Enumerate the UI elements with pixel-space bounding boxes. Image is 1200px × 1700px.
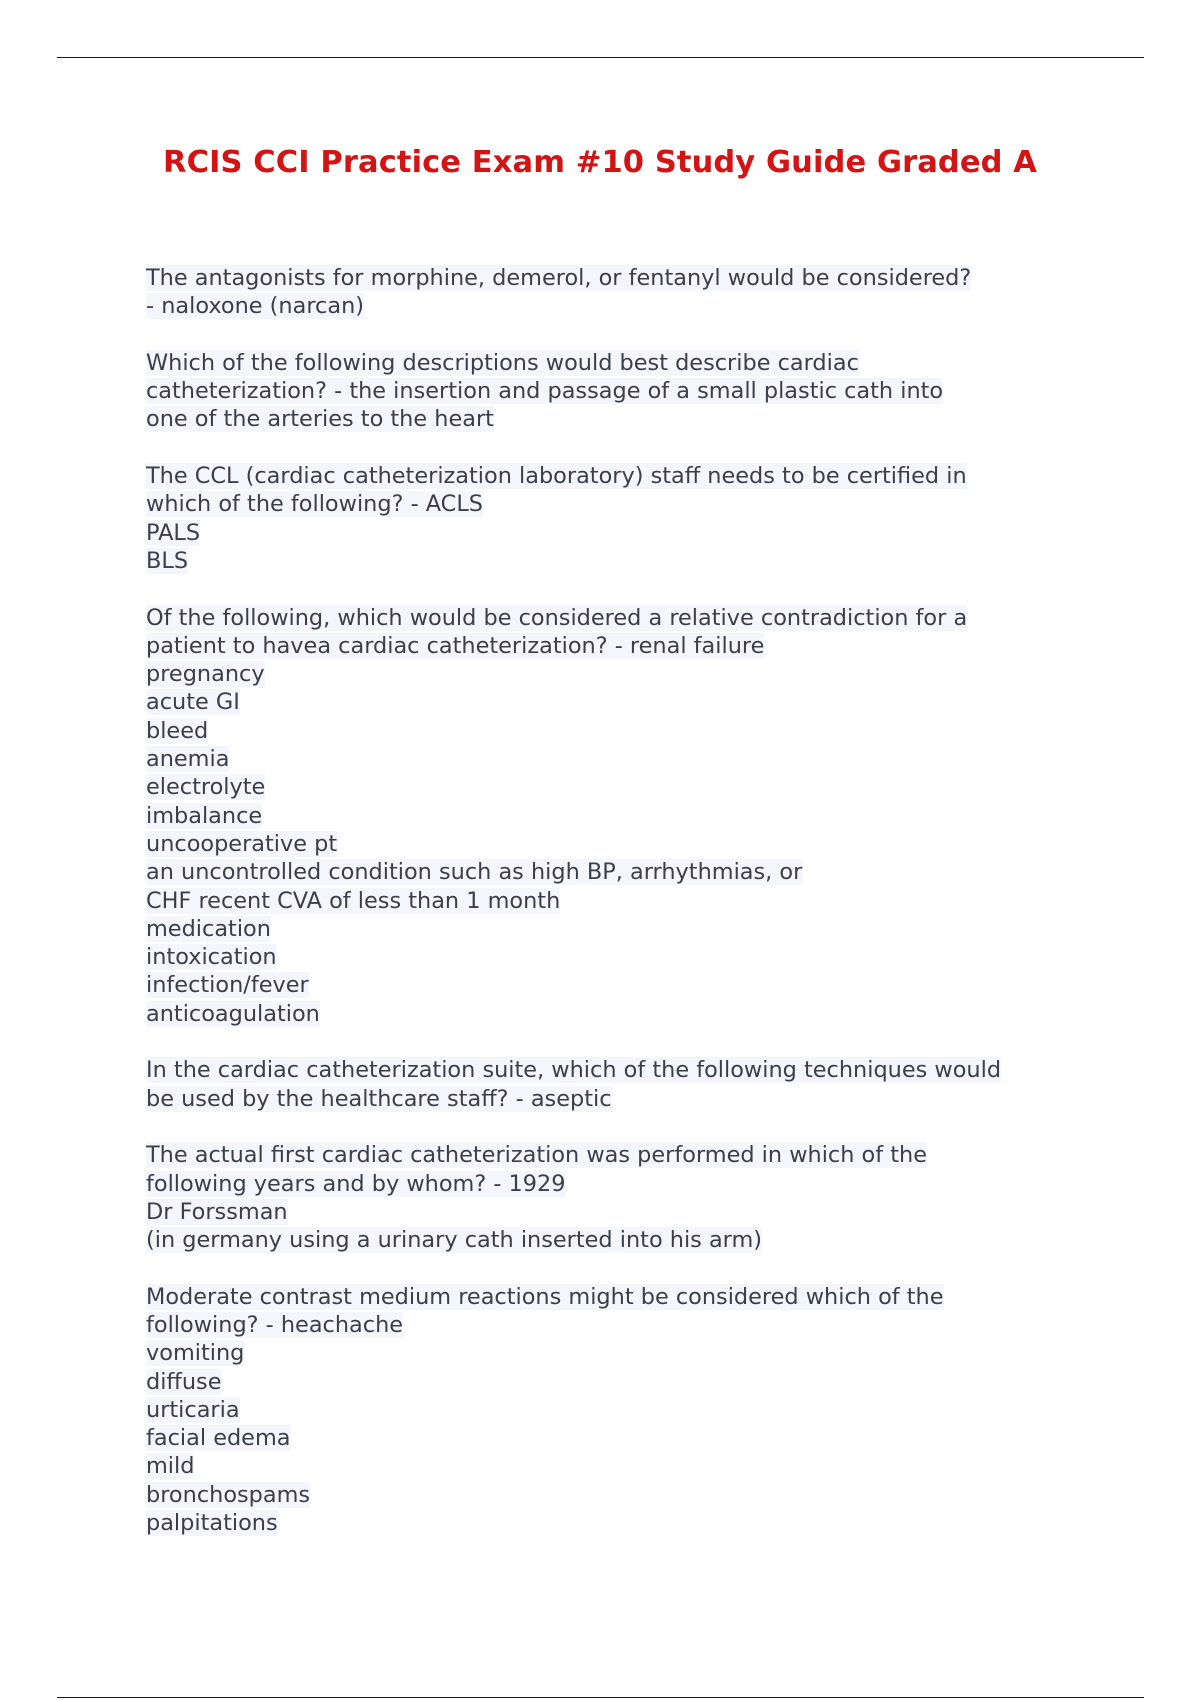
qa-line: (in germany using a urinary cath inserted into his arm) — [146, 1227, 763, 1254]
qa-line: - naloxone (narcan) — [146, 293, 365, 320]
qa-line: bronchospams — [146, 1481, 311, 1508]
qa-item-5 — [146, 1056, 1146, 1113]
qa-line: vomiting — [146, 1340, 245, 1367]
qa-line: Moderate contrast medium reactions might be considered which of the — [146, 1283, 944, 1310]
qa-line: intoxication — [146, 944, 277, 971]
qa-line: pregnancy — [146, 661, 265, 688]
qa-line: following? - heachache — [146, 1311, 404, 1338]
qa-line: anemia — [146, 746, 230, 773]
qa-line: Dr Forssman — [146, 1198, 288, 1225]
qa-line: anticoagulation — [146, 1000, 320, 1027]
qa-line: patient to havea cardiac catheterization? - renal failure — [146, 632, 765, 659]
qa-line: one of the arteries to the heart — [146, 406, 494, 433]
qa-item-4 — [146, 604, 1146, 1028]
qa-line: The actual first cardiac catheterization was performed in which of the — [146, 1142, 927, 1169]
qa-line: The antagonists for morphine, demerol, or fentanyl would be considered? — [146, 265, 972, 291]
qa-line: BLS — [146, 547, 189, 574]
top-rule — [57, 57, 1144, 58]
qa-line: Of the following, which would be considered a relative contradiction for a — [146, 604, 968, 631]
qa-line: CHF recent CVA of less than 1 month — [146, 887, 561, 914]
qa-line: The CCL (cardiac catheterization laboratory) staff needs to be certified in — [146, 463, 967, 490]
qa-line: uncooperative pt — [146, 830, 338, 857]
document-title: RCIS CCI Practice Exam #10 Study Guide Graded A — [163, 145, 1037, 180]
qa-line: In the cardiac catheterization suite, which of the following techniques would — [146, 1057, 1002, 1084]
qa-line: infection/fever — [146, 972, 309, 999]
qa-line: Which of the following descriptions would best describe cardiac — [146, 349, 859, 376]
qa-line: mild — [146, 1453, 195, 1480]
qa-item-2 — [146, 349, 1146, 434]
qa-item-3 — [146, 462, 1146, 575]
qa-list — [146, 264, 1146, 1566]
qa-item-6 — [146, 1141, 1146, 1254]
qa-line: bleed — [146, 717, 209, 744]
qa-line: be used by the healthcare staff? - aseptic — [146, 1085, 612, 1112]
qa-line: an uncontrolled condition such as high BP, arrhythmias, or — [146, 859, 803, 886]
qa-line: catheterization? - the insertion and passage of a small plastic cath into — [146, 378, 944, 405]
qa-line: PALS — [146, 519, 201, 546]
qa-line: medication — [146, 915, 271, 942]
qa-line: imbalance — [146, 802, 263, 829]
qa-line: facial edema — [146, 1425, 291, 1452]
qa-line: palpitations — [146, 1510, 278, 1537]
qa-line: urticaria — [146, 1396, 240, 1423]
bottom-rule — [57, 1697, 1144, 1698]
qa-line: acute GI — [146, 689, 240, 716]
qa-item-1 — [146, 264, 1146, 321]
qa-line: which of the following? - ACLS — [146, 491, 484, 518]
qa-line: diffuse — [146, 1368, 222, 1395]
qa-line: following years and by whom? - 1929 — [146, 1170, 566, 1197]
qa-line: electrolyte — [146, 774, 266, 801]
qa-item-7 — [146, 1283, 1146, 1538]
